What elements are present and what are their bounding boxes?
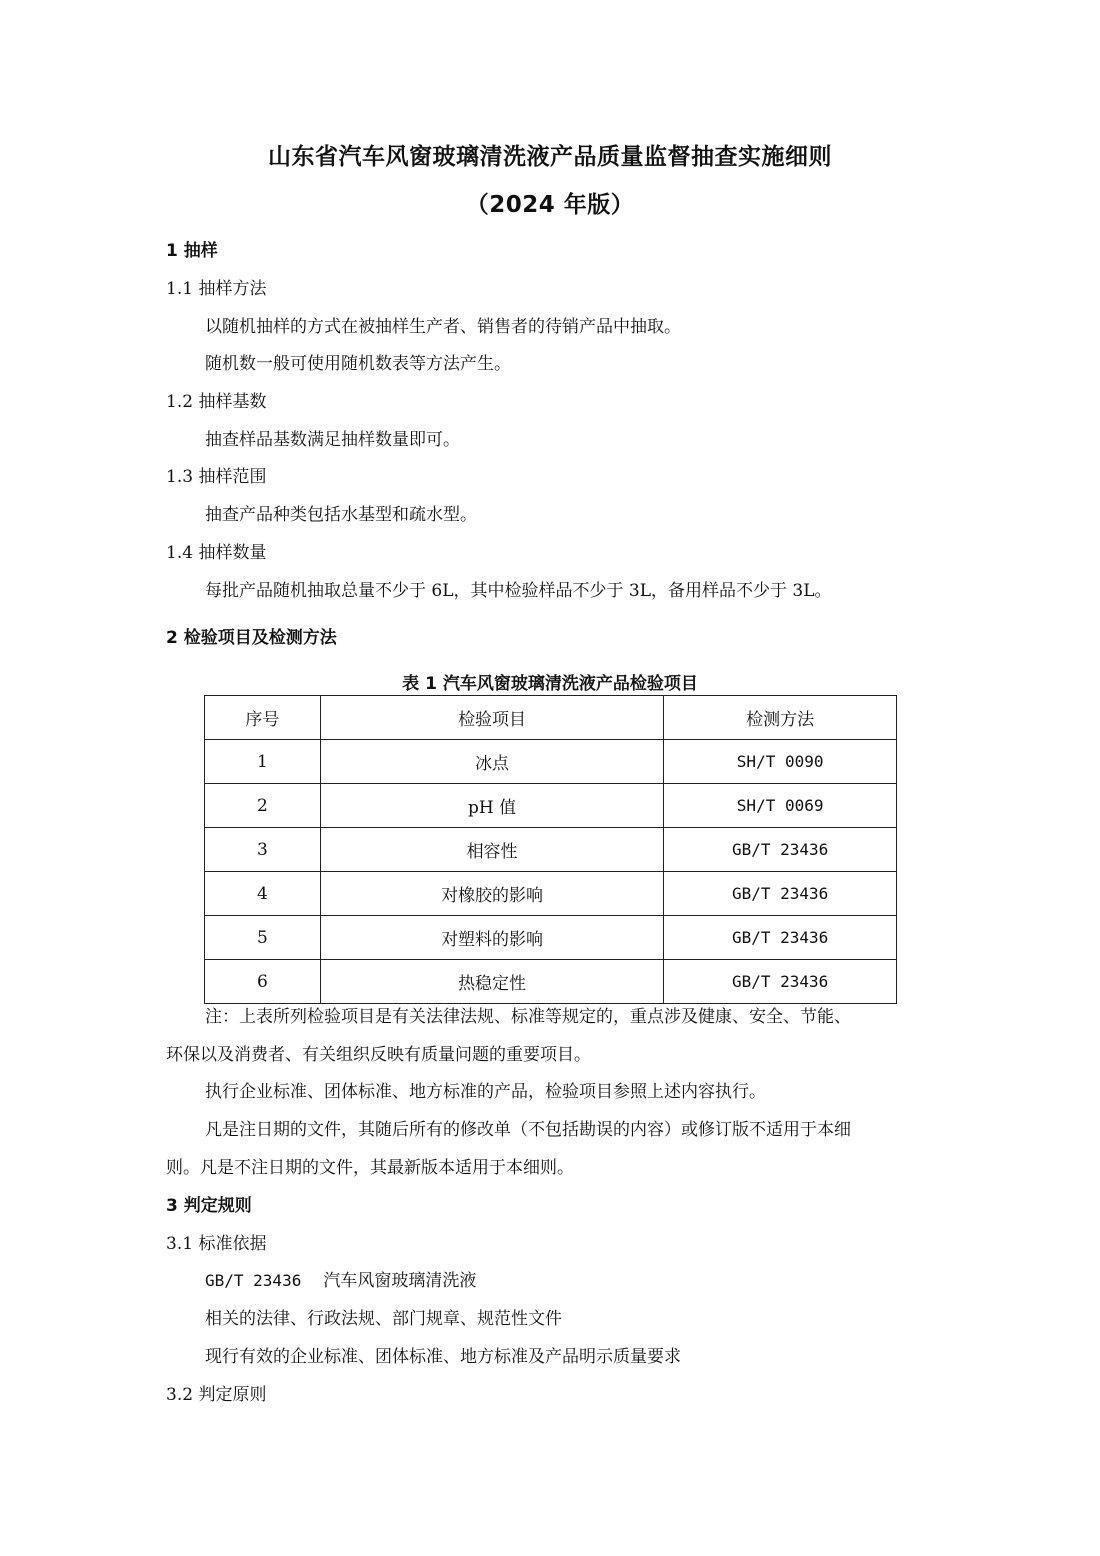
cell-serial-number: 2: [205, 784, 321, 828]
document-title: 山东省汽车风窗玻璃清洗液产品质量监督抽查实施细则: [268, 144, 832, 170]
table-header-row: [205, 696, 897, 740]
cell-serial-number: 6: [205, 960, 321, 1004]
enterprise-standard-paragraph: 现行有效的企业标准、团体标准、地方标准及产品明示质量要求: [205, 1347, 681, 1367]
section-1-3-heading: 1.3 抽样范围: [166, 467, 267, 487]
table-note-line-1: 注：上表所列检验项目是有关法律法规、标准等规定的，重点涉及健康、安全、节能、: [205, 1007, 851, 1027]
section-3-1-heading: 3.1 标准依据: [166, 1234, 267, 1254]
document-subtitle: （2024 年版）: [465, 192, 635, 218]
table-row: [205, 740, 897, 784]
cell-inspection-item: 热稳定性: [320, 960, 663, 1004]
standard-reference-line: [205, 1266, 476, 1291]
cell-inspection-item: 对橡胶的影响: [320, 872, 663, 916]
cell-serial-number: 5: [205, 916, 321, 960]
header-test-method: 检测方法: [664, 696, 897, 740]
cell-test-method: GB/T 23436: [664, 828, 897, 872]
section-2-heading: 2 检验项目及检测方法: [166, 628, 337, 648]
table-row: [205, 872, 897, 916]
section-1-4-paragraph: 每批产品随机抽取总量不少于 6L，其中检验样品不少于 3L，备用样品不少于 3L。: [205, 581, 832, 601]
header-inspection-item: 检验项目: [320, 696, 663, 740]
section-1-heading: 1 抽样: [166, 241, 218, 261]
legal-basis-paragraph: 相关的法律、行政法规、部门规章、规范性文件: [205, 1309, 562, 1329]
table-row: [205, 960, 897, 1004]
cell-serial-number: 3: [205, 828, 321, 872]
section-1-1-paragraph-2: 随机数一般可使用随机数表等方法产生。: [205, 354, 511, 374]
section-1-2-paragraph: 抽查样品基数满足抽样数量即可。: [205, 430, 460, 450]
dated-documents-line-1: 凡是注日期的文件，其随后所有的修改单（不包括勘误的内容）或修订版不适用于本细: [205, 1120, 851, 1140]
header-serial-number: 序号: [205, 696, 321, 740]
cell-test-method: GB/T 23436: [664, 872, 897, 916]
cell-test-method: GB/T 23436: [664, 916, 897, 960]
section-3-heading: 3 判定规则: [166, 1196, 252, 1216]
cell-test-method: GB/T 23436: [664, 960, 897, 1004]
section-1-1-paragraph-1: 以随机抽样的方式在被抽样生产者、销售者的待销产品中抽取。: [205, 317, 681, 337]
standard-code: GB/T 23436: [205, 1271, 302, 1290]
cell-test-method: SH/T 0090: [664, 740, 897, 784]
section-1-4-heading: 1.4 抽样数量: [166, 543, 267, 563]
cell-inspection-item: 相容性: [320, 828, 663, 872]
cell-serial-number: 4: [205, 872, 321, 916]
cell-inspection-item: pH 值: [320, 784, 663, 828]
cell-inspection-item: 对塑料的影响: [320, 916, 663, 960]
cell-test-method: SH/T 0069: [664, 784, 897, 828]
table-row: [205, 916, 897, 960]
section-1-2-heading: 1.2 抽样基数: [166, 392, 267, 412]
section-1-1-heading: 1.1 抽样方法: [166, 279, 267, 299]
cell-inspection-item: 冰点: [320, 740, 663, 784]
section-1-3-paragraph: 抽查产品种类包括水基型和疏水型。: [205, 505, 477, 525]
table-row: [205, 784, 897, 828]
section-3-2-heading: 3.2 判定原则: [166, 1385, 267, 1405]
table-note-line-2: 环保以及消费者、有关组织反映有质量问题的重要项目。: [166, 1045, 591, 1065]
table-row: [205, 828, 897, 872]
table-caption: 表 1 汽车风窗玻璃清洗液产品检验项目: [402, 674, 698, 694]
dated-documents-line-2: 则。凡是不注日期的文件，其最新版本适用于本细则。: [166, 1158, 574, 1178]
execution-standard-paragraph: 执行企业标准、团体标准、地方标准的产品，检验项目参照上述内容执行。: [205, 1082, 766, 1102]
cell-serial-number: 1: [205, 740, 321, 784]
inspection-items-table: [204, 695, 897, 1004]
standard-name: 汽车风窗玻璃清洗液: [323, 1271, 477, 1291]
